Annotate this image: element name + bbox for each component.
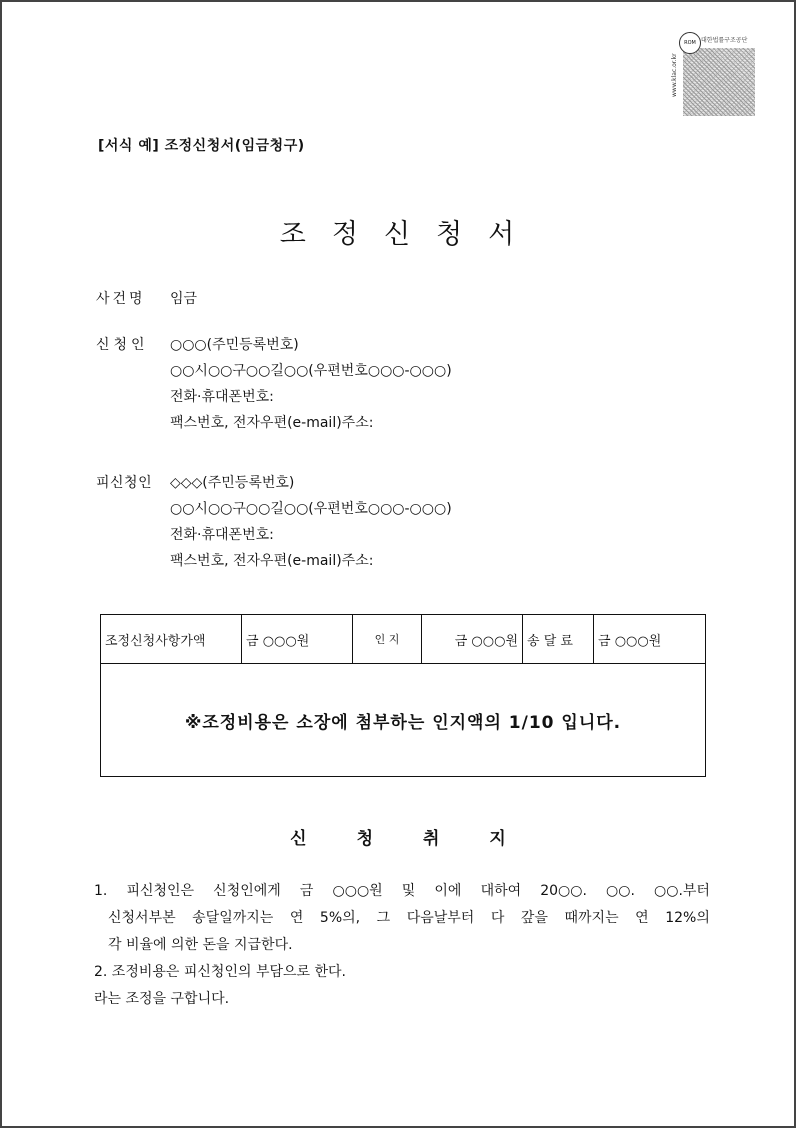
applicant-name: ○○○(주민등록번호) xyxy=(170,337,299,353)
respondent-name: ◇◇◇(주민등록번호) xyxy=(170,475,295,491)
stamp-fee-label: 인 지 xyxy=(353,615,422,664)
respondent-label: 피신청인 xyxy=(96,475,153,491)
document-title: 조정신청서 xyxy=(279,219,541,250)
purpose-closing: 라는 조정을 구합니다. xyxy=(94,991,230,1007)
note-row xyxy=(101,664,706,777)
case-name-value: 임금 xyxy=(170,291,198,307)
cost-row xyxy=(101,615,706,664)
respondent-fax-email: 팩스번호, 전자우편(e-mail)주소: xyxy=(170,553,374,569)
purpose-line: 1. 피신청인은 신청인에게 금 ○○○원 및 이에 대하여 20○○. ○○. ○○.부터 xyxy=(94,883,710,899)
purpose-item-2: 2. 조정비용은 피신청인의 부담으로 한다. xyxy=(94,964,346,980)
purpose-title: 신청취지 xyxy=(290,829,556,849)
applicant-address: ○○시○○구○○길○○(우편번호○○○-○○○) xyxy=(170,363,452,379)
stamp-side-text: www.klac.or.kr xyxy=(671,53,678,97)
cost-note: ※조정비용은 소장에 첨부하는 인지액의 1/10 입니다. xyxy=(101,664,706,777)
purpose-line: 각 비율에 의한 돈을 지급한다. xyxy=(108,937,293,953)
delivery-fee-value: 금 ○○○원 xyxy=(594,615,706,664)
delivery-fee-label: 송 달 료 xyxy=(523,615,594,664)
qr-code-icon xyxy=(683,48,755,116)
respondent-address: ○○시○○구○○길○○(우편번호○○○-○○○) xyxy=(170,501,452,517)
verification-stamp xyxy=(670,32,756,118)
respondent-phone: 전화·휴대폰번호: xyxy=(170,527,274,543)
applicant-fax-email: 팩스번호, 전자우편(e-mail)주소: xyxy=(170,415,374,431)
cost-table xyxy=(100,614,706,777)
stamp-fee-value: 금 ○○○원 xyxy=(422,615,523,664)
form-example-label: [서식 예] 조정신청서(임금청구) xyxy=(98,138,305,154)
applicant-phone: 전화·휴대폰번호: xyxy=(170,389,274,405)
rom-badge-icon: ROM xyxy=(679,32,701,54)
stamp-org-text: 대한법률구조공단 xyxy=(701,37,748,44)
purpose-line: 신청서부본 송달일까지는 연 5%의, 그 다음날부터 다 갚을 때까지는 연 12%의 xyxy=(108,910,710,926)
case-name-label: 사건명 xyxy=(96,291,146,307)
claim-amount-value: 금 ○○○원 xyxy=(242,615,353,664)
applicant-label: 신청인 xyxy=(96,337,149,353)
stamp-main xyxy=(679,32,756,118)
purpose-item-1 xyxy=(94,878,710,959)
claim-amount-label: 조정신청사항가액 xyxy=(101,615,242,664)
